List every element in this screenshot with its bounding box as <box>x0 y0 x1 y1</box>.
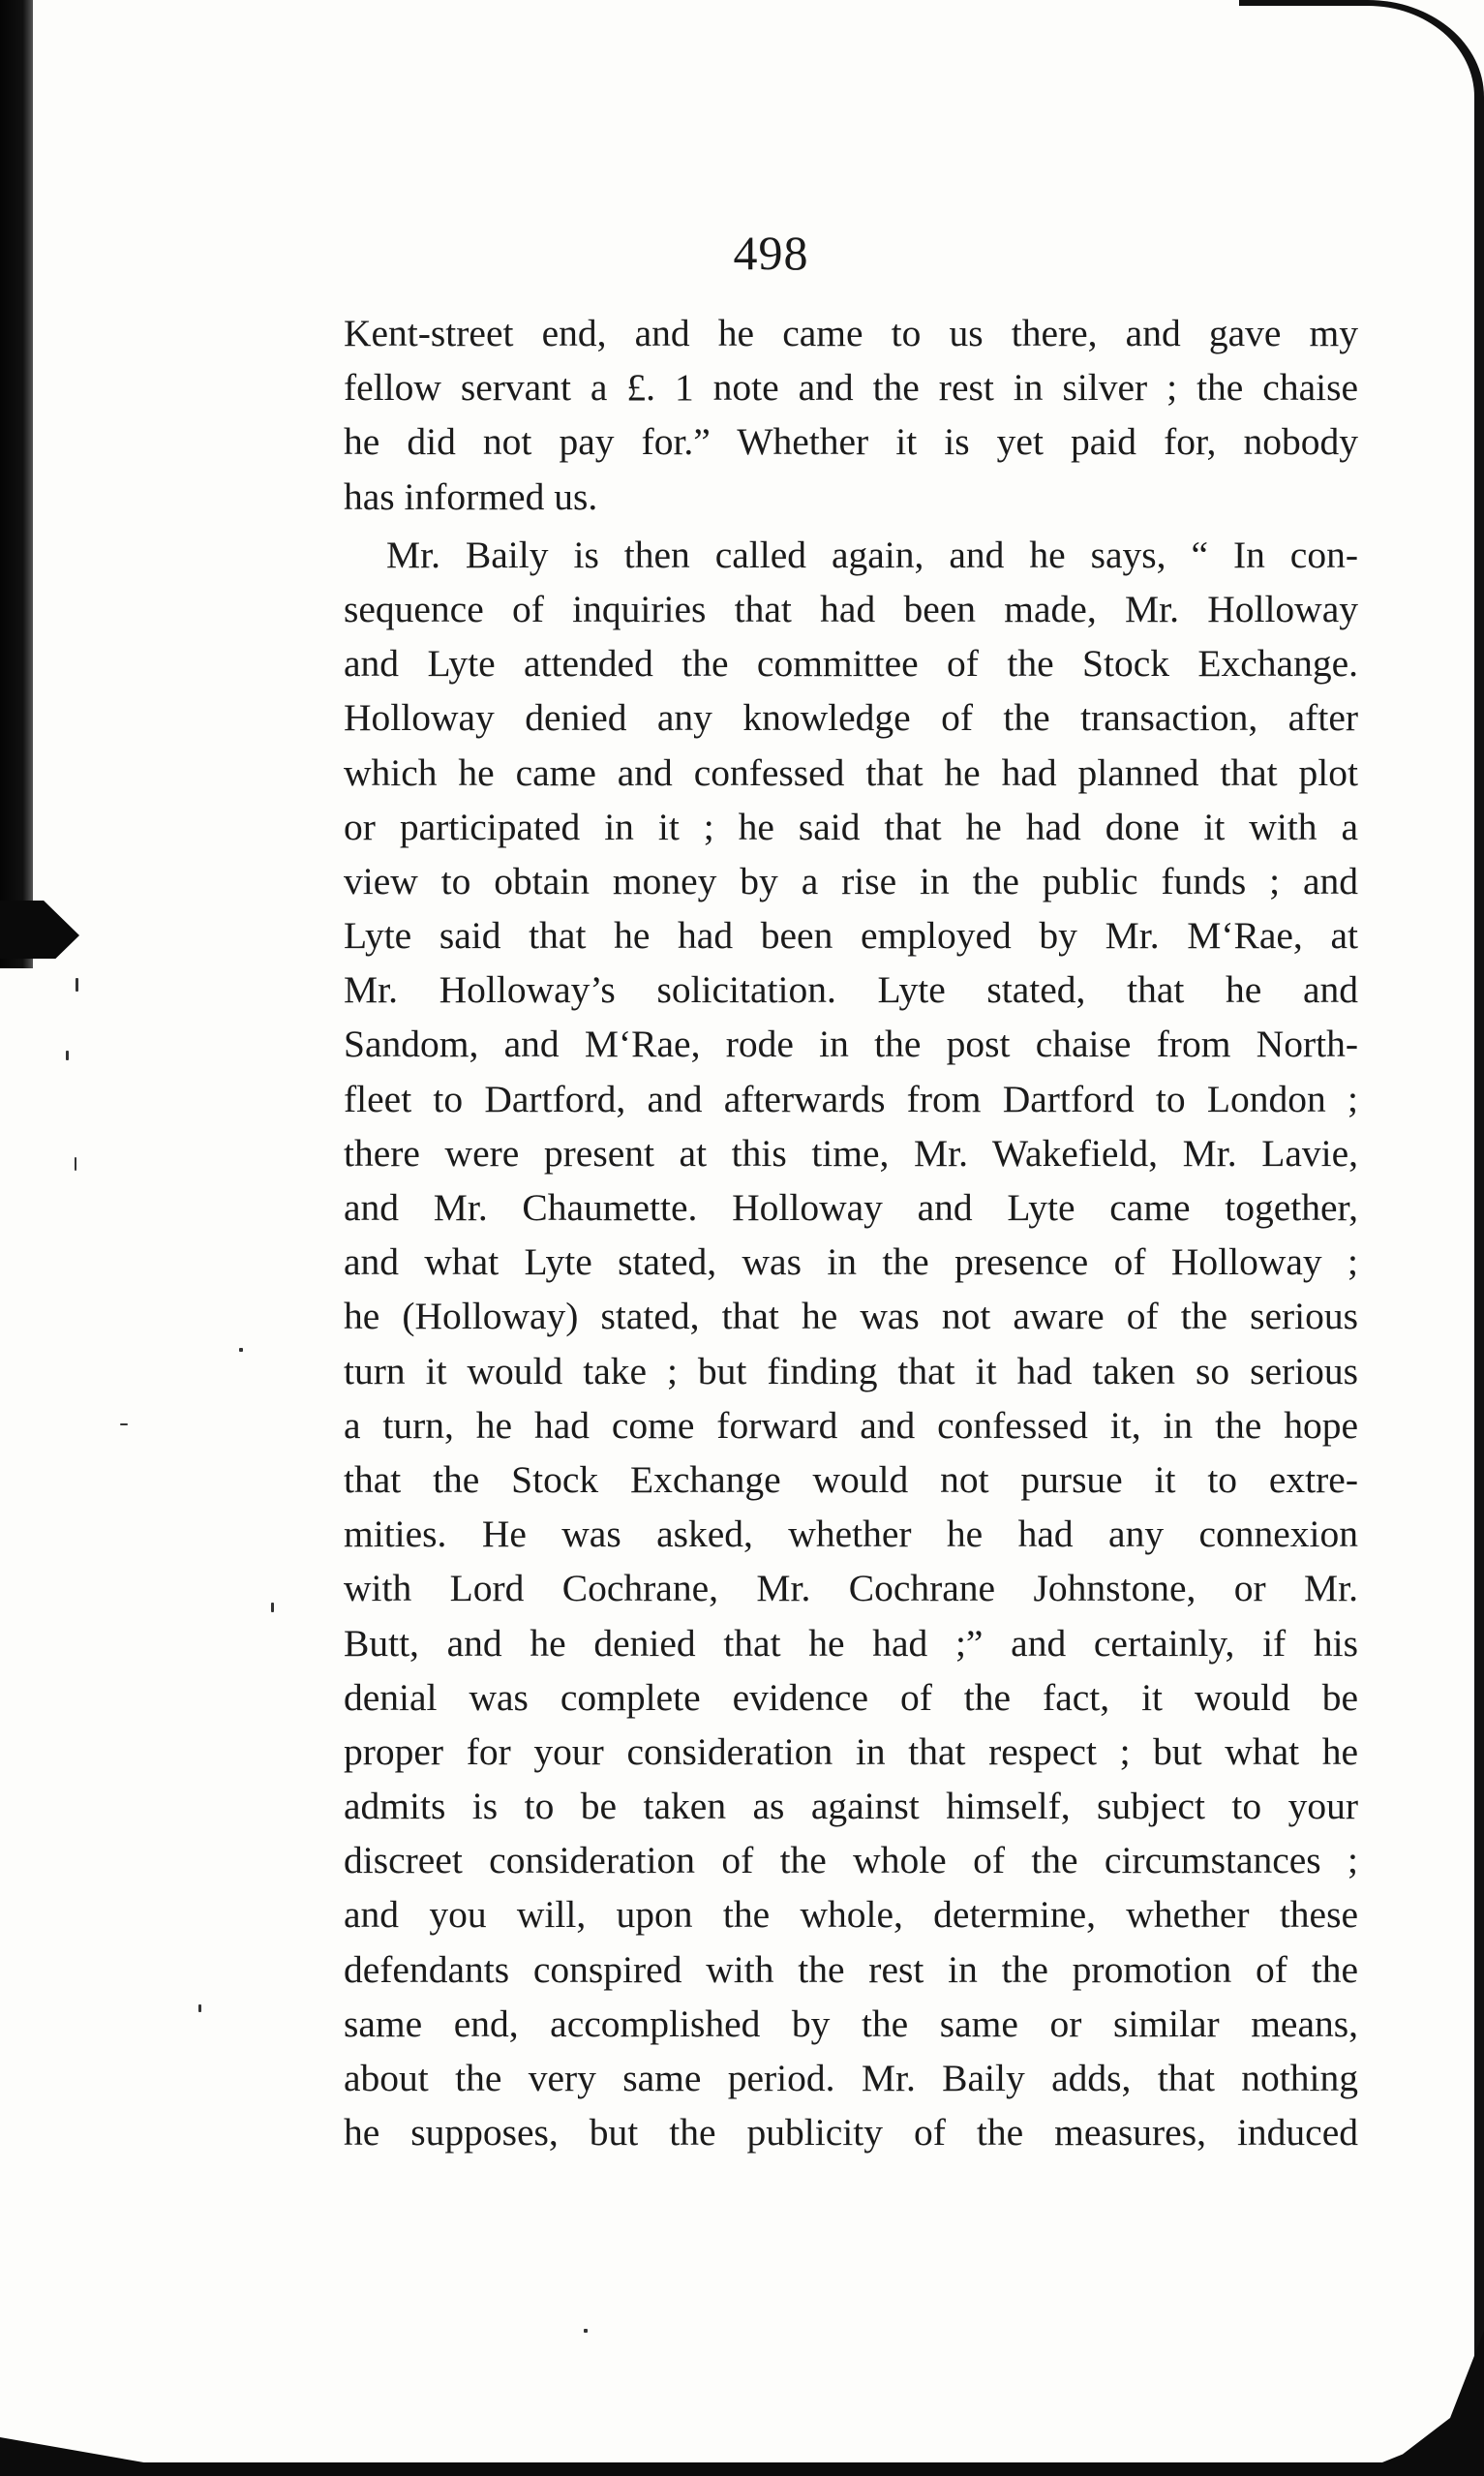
scan-speck <box>271 1603 274 1612</box>
text-line: Holloway denied any knowledge of the transaction, after <box>344 696 1358 740</box>
text-line: fleet to Dartford, and afterwards from Dartford to London ; <box>344 1077 1358 1120</box>
page-edge-bottom-right <box>1348 2331 1484 2476</box>
scan-speck <box>584 2329 588 2333</box>
text-line: which he came and confessed that he had planned that plot <box>344 750 1358 794</box>
text-line: turn it would take ; but finding that it had taken so serious <box>344 1349 1358 1392</box>
body-text <box>344 306 1358 2159</box>
text-line: about the very same period. Mr. Baily adds, that nothing <box>344 2057 1358 2099</box>
page-edge-bottom <box>0 2462 1484 2476</box>
scan-speck <box>120 1423 128 1425</box>
text-line: and Lyte attended the committee of the Stock Exchange. <box>344 642 1358 686</box>
text-line: view to obtain money by a rise in the public funds ; and <box>344 859 1358 902</box>
text-line: sequence of inquiries that had been made, Mr. Holloway <box>344 587 1358 630</box>
text-line: a turn, he had come forward and confessed it, in the hope <box>344 1403 1358 1447</box>
text-line: mities. He was asked, whether he had any connexion <box>344 1513 1358 1556</box>
text-line: Mr. Baily is then called again, and he says, “ In con- <box>386 533 1358 576</box>
text-line: Kent-street end, and he came to us there, and gave my <box>344 312 1358 354</box>
text-line: admits is to be taken as against himself, subject to your <box>344 1785 1358 1828</box>
paragraph <box>344 306 1358 524</box>
text-line: with Lord Cochrane, Mr. Cochrane Johnstone, or Mr. <box>344 1567 1358 1610</box>
text-line: proper for your consideration in that respect ; but what he <box>344 1729 1358 1773</box>
text-line: fellow servant a £. 1 note and the rest in silver ; the chaise <box>344 366 1358 410</box>
binding-shadow <box>0 0 33 968</box>
scan-speck <box>239 1348 243 1352</box>
text-line: he (Holloway) stated, that he was not aware of the serious <box>344 1295 1358 1338</box>
scan-speck <box>198 2004 201 2012</box>
binding-shadow-tail <box>0 901 79 959</box>
scan-speck <box>66 1051 69 1060</box>
page-number: 498 <box>733 226 809 280</box>
text-line: Sandom, and M‘Rae, rode in the post chaise from North- <box>344 1023 1358 1066</box>
text-line: Lyte said that he had been employed by Mr. M‘Rae, at <box>344 914 1358 958</box>
text-line: same end, accomplished by the same or similar means, <box>344 2002 1358 2045</box>
text-line: he did not pay for.” Whether it is yet paid for, nobody <box>344 420 1358 464</box>
text-line: defendants conspired with the rest in the promotion of the <box>344 1947 1358 1991</box>
text-line: and you will, upon the whole, determine, whether these <box>344 1893 1358 1937</box>
paragraph <box>344 528 1358 2160</box>
text-line: discreet consideration of the whole of the circumstances ; <box>344 1839 1358 1882</box>
page-edge-bottom-left <box>0 2437 155 2476</box>
text-line: and Mr. Chaumette. Holloway and Lyte came together, <box>344 1186 1358 1229</box>
page-edge-top-right <box>1239 0 1484 116</box>
text-line: Mr. Holloway’s solicitation. Lyte stated, that he and <box>344 968 1358 1012</box>
text-line: and what Lyte stated, was in the presence of Holloway ; <box>344 1240 1358 1284</box>
scan-speck <box>75 1157 76 1171</box>
text-line: denial was complete evidence of the fact, it would be <box>344 1675 1358 1719</box>
text-line: there were present at this time, Mr. Wakefield, Mr. Lavie, <box>344 1131 1358 1175</box>
page-edge-right <box>1474 97 1484 2372</box>
text-line: he supposes, but the publicity of the measures, induced <box>344 2111 1358 2155</box>
scan-speck <box>76 978 78 992</box>
text-line: Butt, and he denied that he had ;” and certainly, if his <box>344 1621 1358 1665</box>
text-line: or participated in it ; he said that he had done it with a <box>344 805 1358 848</box>
text-line: that the Stock Exchange would not pursue it to extre- <box>344 1457 1358 1501</box>
text-line: has informed us. <box>344 474 598 518</box>
